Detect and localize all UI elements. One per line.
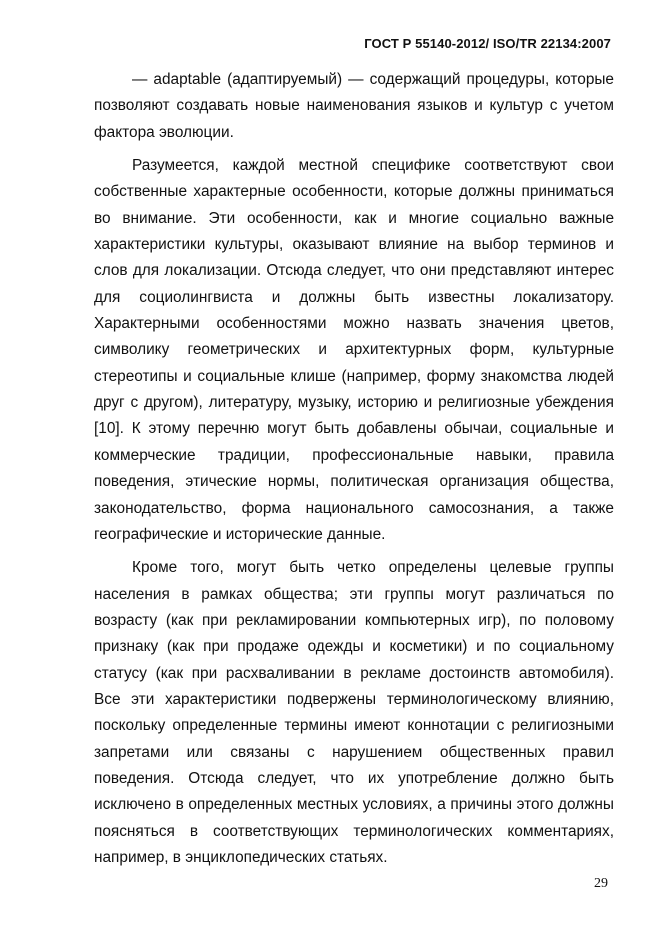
document-header: ГОСТ Р 55140-2012/ ISO/TR 22134:2007 xyxy=(364,36,611,51)
paragraph-target-groups: Кроме того, могут быть четко определены целевые группы населения в рамках общества; эти группы могут различаться по возрасту (как при рекламировании компьютерных игр), по половому признаку (как при продаже одежды и косметики) и по социальному статусу (как при расхваливании в рекламе достоинств автомобиля). Все эти характеристики подвержены терминологическому влиянию, поскольку определенные термины имеют коннотации с религиозными запретами или связаны с нарушением общественных правил поведения. Отсюда следует, что их употребление должно быть исключено в определенных местных условиях, а причины этого должны поясняться в соответствующих терминологических комментариях, например, в энциклопедических статьях. xyxy=(94,559,614,866)
paragraph-adaptable: — adaptable (адаптируемый) — содержащий процедуры, которые позволяют создавать новые наименования языков и культур с учетом фактора эволюции. xyxy=(94,71,614,141)
paragraph-local-specifics: Разумеется, каждой местной специфике соответствуют свои собственные характерные особенности, которые должны приниматься во внимание. Эти особенности, как и многие социально важные характеристики культуры, оказывают влияние на выбор терминов и слов для локализации. Отсюда следует, что они представляют интерес для социолингвиста и должны быть известны локализатору. Характерными особенностями можно назвать значения цветов, символику геометрических и архитектурных форм, культурные стереотипы и социальные клише (например, форму знакомства людей друг с другом), литературу, музыку, историю и религиозные убеждения [10]. К этому перечню могут быть добавлены обычаи, социальные и коммерческие традиции, профессиональные навыки, правила поведения, этические нормы, политическая организация общества, законодательство, форма национального самосознания, а также географические и исторические данные. xyxy=(94,157,614,543)
document-body xyxy=(94,67,614,878)
page-number: 29 xyxy=(594,876,608,891)
